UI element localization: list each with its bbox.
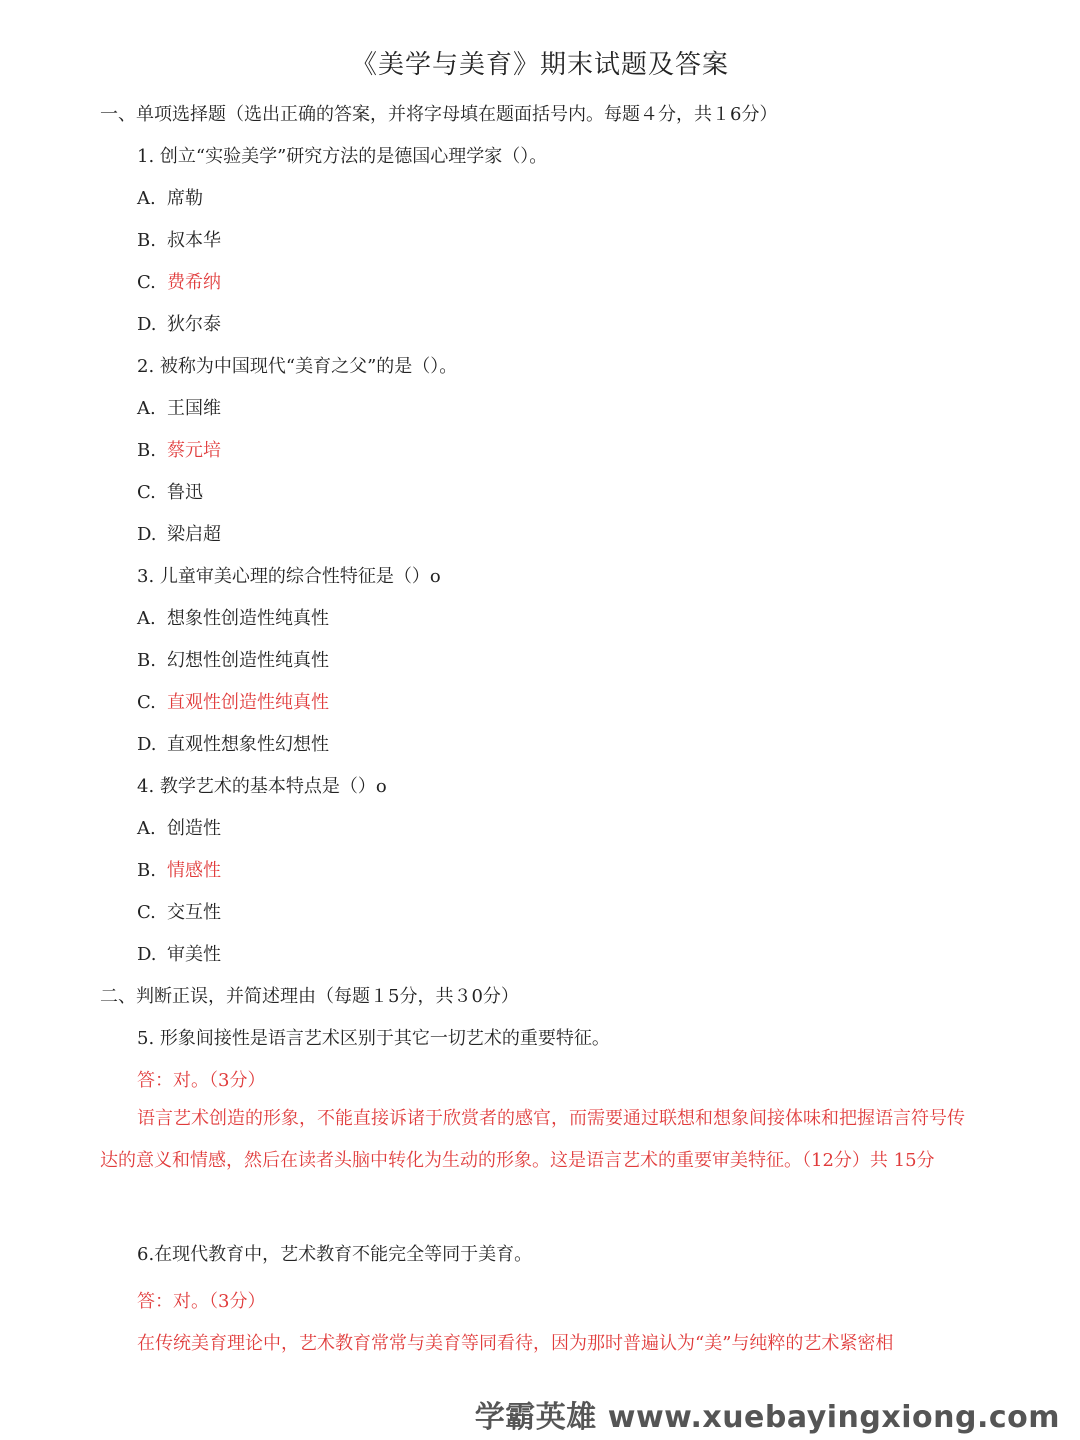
option-letter: B.: [137, 650, 156, 671]
option-letter: A.: [137, 398, 156, 419]
question-1-stem: 1. 创立“实验美学”研究方法的是德国心理学家（）。: [137, 146, 548, 167]
q3-option-c-correct: [137, 688, 329, 714]
q3-option-a: [137, 604, 329, 630]
option-text: 直观性想象性幻想性: [167, 734, 329, 755]
question-4-stem: 4. 教学艺术的基本特点是（）o: [137, 776, 387, 797]
q3-option-d: [137, 730, 329, 756]
option-letter: D.: [137, 524, 157, 545]
q1-option-b: [137, 226, 221, 252]
option-letter: B.: [137, 860, 156, 881]
q4-option-c: [137, 898, 221, 924]
q1-option-a: [137, 184, 203, 210]
question-5-answer: 答：对。（3分）: [137, 1070, 266, 1091]
question-2-stem: 2. 被称为中国现代“美育之父”的是（）。: [137, 356, 458, 377]
page-title: 《美学与美育》期末试题及答案: [350, 50, 729, 80]
q2-option-c: [137, 478, 203, 504]
option-text: 交互性: [167, 902, 221, 923]
question-5-explanation: 语言艺术创造的形象，不能直接诉诸于欣赏者的感官，而需要通过联想和想象间接体味和把握语言符号传达的意义和情感，然后在读者头脑中转化为生动的形象。这是语言艺术的重要审美特征。（12分）共 15分: [100, 1108, 965, 1171]
q3-option-b: [137, 646, 329, 672]
option-text: 鲁迅: [167, 482, 203, 503]
q4-option-d: [137, 940, 221, 966]
option-text: 审美性: [167, 944, 221, 965]
option-text: 费希纳: [167, 272, 221, 293]
option-letter: D.: [137, 314, 157, 335]
question-6-explanation: 在传统美育理论中，艺术教育常常与美育等同看待，因为那时普遍认为“美”与纯粹的艺术紧密相: [137, 1333, 894, 1354]
question-6-answer: 答：对。（3分）: [137, 1291, 266, 1312]
section-1-heading: 一、单项选择题（选出正确的答案，并将字母填在题面括号内。每题４分，共１6分）: [100, 104, 778, 125]
option-letter: C.: [137, 902, 156, 923]
q2-option-d: [137, 520, 221, 546]
option-text: 直观性创造性纯真性: [167, 692, 329, 713]
option-letter: D.: [137, 734, 157, 755]
option-letter: C.: [137, 692, 156, 713]
option-letter: B.: [137, 440, 156, 461]
option-text: 梁启超: [167, 524, 221, 545]
section-2-heading: 二、判断正误，并简述理由（每题１5分，共３0分）: [100, 986, 519, 1007]
q4-option-a: [137, 814, 221, 840]
q1-option-d: [137, 310, 221, 336]
site-watermark: 学霸英雄 www.xuebayingxiong.com: [474, 1400, 1060, 1435]
option-letter: A.: [137, 818, 156, 839]
option-letter: B.: [137, 230, 156, 251]
q2-option-a: [137, 394, 221, 420]
option-text: 幻想性创造性纯真性: [167, 650, 329, 671]
question-6-stem: 6.在现代教育中，艺术教育不能完全等同于美育。: [137, 1244, 533, 1265]
option-text: 想象性创造性纯真性: [167, 608, 329, 629]
option-letter: A.: [137, 608, 156, 629]
option-text: 蔡元培: [167, 440, 221, 461]
option-text: 狄尔泰: [167, 314, 221, 335]
option-letter: A.: [137, 188, 156, 209]
question-3-stem: 3. 儿童审美心理的综合性特征是（）o: [137, 566, 441, 587]
q2-option-b-correct: [137, 436, 221, 462]
q1-option-c-correct: [137, 268, 221, 294]
option-text: 王国维: [167, 398, 221, 419]
option-text: 情感性: [167, 860, 221, 881]
option-text: 叔本华: [167, 230, 221, 251]
option-letter: D.: [137, 944, 157, 965]
option-letter: C.: [137, 482, 156, 503]
q4-option-b-correct: [137, 856, 221, 882]
question-5-stem: 5. 形象间接性是语言艺术区别于其它一切艺术的重要特征。: [137, 1028, 610, 1049]
option-text: 创造性: [167, 818, 221, 839]
option-text: 席勒: [167, 188, 203, 209]
option-letter: C.: [137, 272, 156, 293]
